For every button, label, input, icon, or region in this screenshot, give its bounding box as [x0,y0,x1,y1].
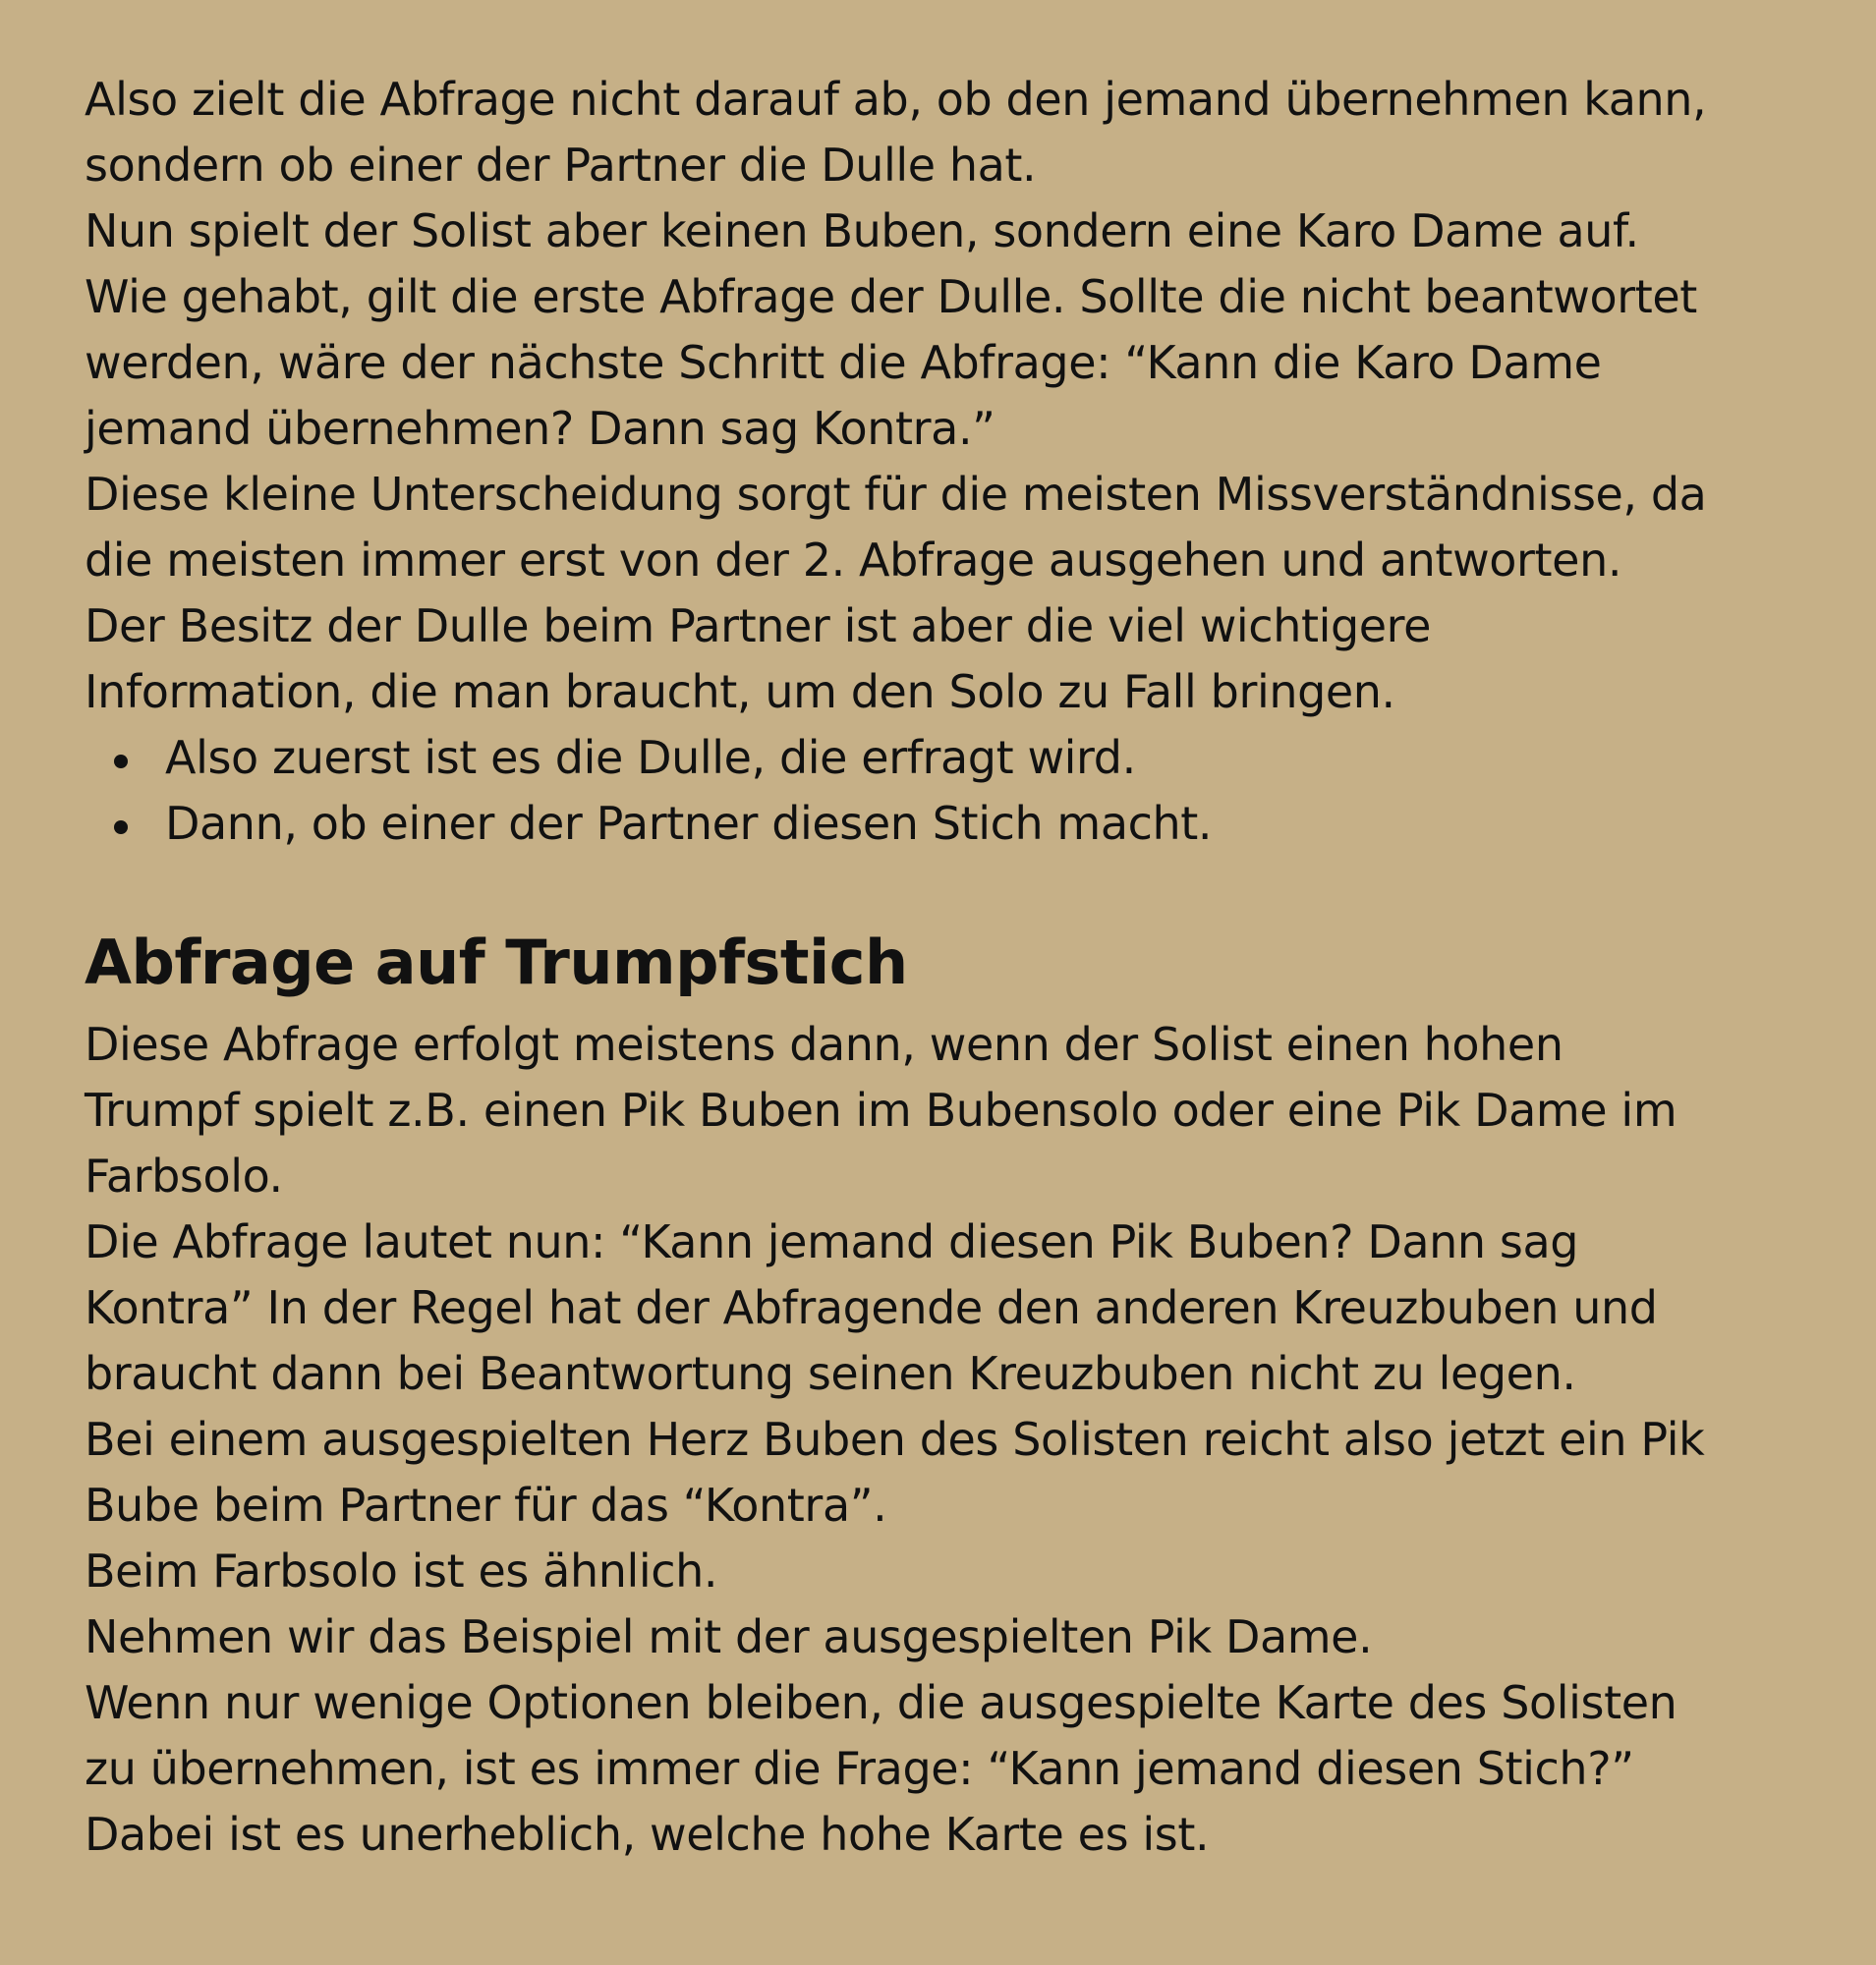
text-line: Bei einem ausgespielten Herz Buben des Solisten reicht also jetzt ein Pik [85,1413,1705,1466]
text-line: Der Besitz der Dulle beim Partner ist aber die viel wichtigere [85,599,1432,652]
text-line: Diese Abfrage erfolgt meistens dann, wenn der Solist einen hohen [85,1018,1563,1071]
text-line: die meisten immer erst von der 2. Abfrage ausgehen und antworten. [85,533,1622,587]
text-line: Wie gehabt, gilt die erste Abfrage der Dulle. Sollte die nicht beantwortet [85,270,1697,323]
text-line: Information, die man braucht, um den Solo zu Fall bringen. [85,665,1395,718]
text-line: Diese kleine Unterscheidung sorgt für die meisten Missverständnisse, da [85,468,1707,521]
text-line: Nun spielt der Solist aber keinen Buben, sondern eine Karo Dame auf. [85,204,1639,257]
section-dulle-abfrage [85,67,1797,857]
text-line: Also zielt die Abfrage nicht darauf ab, ob den jemand übernehmen kann, [85,73,1707,126]
section-trumpfstich [85,924,1797,1868]
text-line: sondern ob einer der Partner die Dulle hat. [85,139,1037,192]
text-line: Die Abfrage lautet nun: “Kann jemand diesen Pik Buben? Dann sag [85,1215,1579,1268]
text-line: Farbsolo. [85,1150,283,1203]
bullet-item: Also zuerst ist es die Dulle, die erfragt wird. [114,725,1797,791]
text-line: Trumpf spielt z.B. einen Pik Buben im Bubensolo oder eine Pik Dame im [85,1084,1677,1137]
text-line: Kontra” In der Regel hat der Abfragende den anderen Kreuzbuben und [85,1281,1658,1334]
bullet-list [85,725,1797,857]
text-line: zu übernehmen, ist es immer die Frage: “Kann jemand diesen Stich?” [85,1742,1634,1795]
bullet-item: Dann, ob einer der Partner diesen Stich macht. [114,791,1797,857]
text-line: Beim Farbsolo ist es ähnlich. [85,1544,718,1598]
section-heading: Abfrage auf Trumpfstich [85,926,908,998]
text-line: Dabei ist es unerheblich, welche hohe Karte es ist. [85,1808,1210,1861]
text-line: Nehmen wir das Beispiel mit der ausgespielten Pik Dame. [85,1610,1373,1663]
text-line: jemand übernehmen? Dann sag Kontra.” [85,402,995,455]
text-line: werden, wäre der nächste Schritt die Abfrage: “Kann die Karo Dame [85,336,1602,389]
text-line: Bube beim Partner für das “Kontra”. [85,1479,887,1532]
text-line: Wenn nur wenige Optionen bleiben, die ausgespielte Karte des Solisten [85,1676,1677,1729]
text-line: braucht dann bei Beantwortung seinen Kreuzbuben nicht zu legen. [85,1347,1576,1400]
